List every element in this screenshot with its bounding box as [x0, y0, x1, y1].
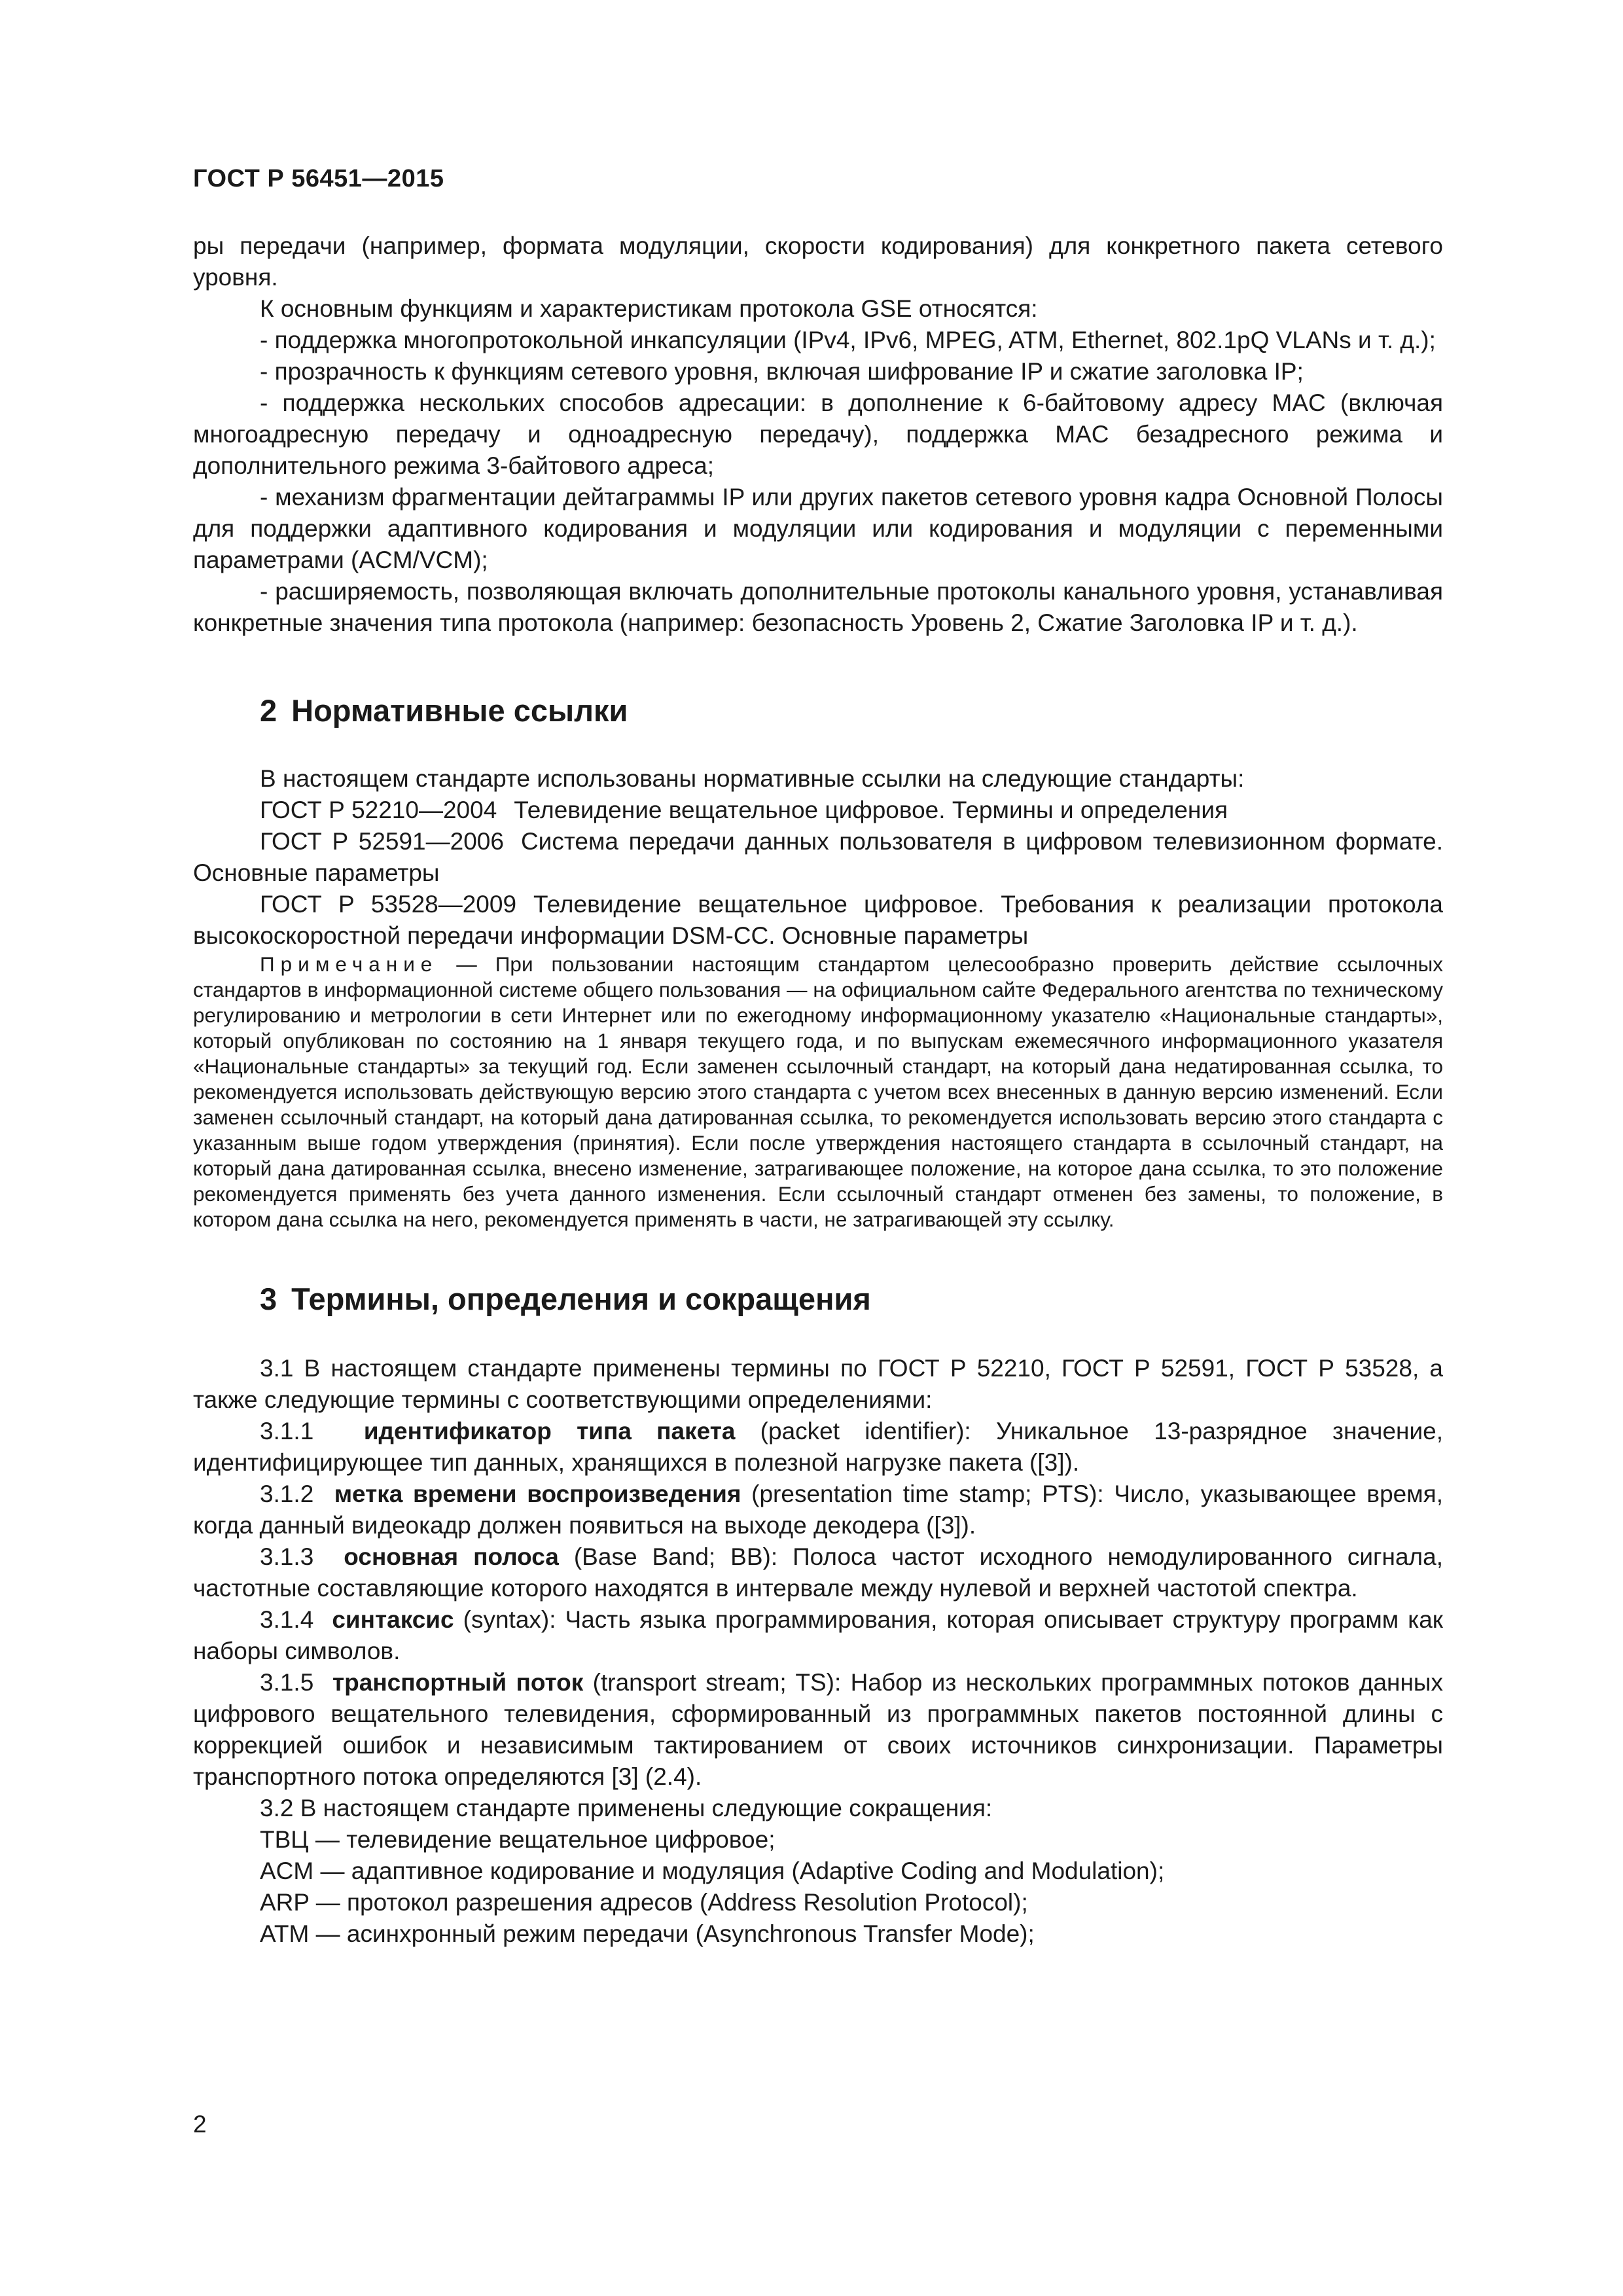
section-3-heading [193, 1280, 1443, 1319]
reference-text: Система передачи данных пользователя в цифровом телевизионном формате. Основные параметры [193, 828, 1443, 886]
term-number: 3.1.3 [260, 1543, 314, 1570]
abbreviation-item: ACM — адаптивное кодирование и модуляция (Adaptive Coding and Modulation); [260, 1857, 1165, 1884]
clause-3-2: 3.2 В настоящем стандарте применены следующие сокращения: [260, 1795, 993, 1821]
term-name: метка времени воспроизведения [334, 1480, 741, 1507]
section-title: Нормативные ссылки [291, 693, 628, 728]
section-number: 2 [260, 693, 277, 728]
abbreviation-item: ARP — протокол разрешения адресов (Address Resolution Protocol); [260, 1889, 1028, 1916]
term-name: синтаксис [332, 1606, 454, 1633]
intro-lead: К основным функциям и характеристикам протокола GSE относятся: [260, 295, 1038, 322]
list-item: - расширяемость, позволяющая включать дополнительные протоколы канального уровня, устанавливая конкретные значения типа протокола (например: безопасность Уровень 2, Сжатие Заголовка IP и т. д.). [193, 578, 1443, 636]
term-number: 3.1.1 [260, 1418, 314, 1444]
reference-code: ГОСТ Р 53528—2009 [260, 891, 517, 918]
term-text: (presentation time stamp; PTS): Число, указывающее время, когда данный видеокадр должен появиться на выходе декодера ([3]). [193, 1480, 1443, 1539]
list-item: - поддержка нескольких способов адресации: в дополнение к 6-байтовому адресу MAC (включая многоадресную передачу и одноадресную передачу), поддержка MAC безадресного режима и дополнительного режима 3-байтового адреса; [193, 389, 1443, 479]
term-name: транспортный поток [332, 1669, 584, 1696]
abbreviation-item: ATM — асинхронный режим передачи (Asynchronous Transfer Mode); [260, 1920, 1035, 1947]
term-text: (packet identifier): Уникальное 13-разрядное значение, идентифицирующее тип данных, хранящихся в полезной нагрузке пакета ([3]). [193, 1418, 1443, 1476]
doc-header-code: ГОСТ Р 56451—2015 [193, 165, 444, 192]
term-definition [193, 1667, 1443, 1793]
term-name: идентификатор типа пакета [363, 1418, 736, 1444]
refs-lead: В настоящем стандарте использованы нормативные ссылки на следующие стандарты: [260, 765, 1245, 792]
term-text: (Base Band; BB): Полоса частот исходного немодулированного сигнала, частотные составляющие которого находятся в интервале между нулевой и верхней частотой спектра. [193, 1543, 1443, 1602]
section-number: 3 [260, 1282, 277, 1316]
note-paragraph [193, 952, 1443, 1232]
reference-item [193, 795, 1443, 826]
clause-3-1: 3.1 В настоящем стандарте применены термины по ГОСТ Р 52210, ГОСТ Р 52591, ГОСТ Р 53528, а также следующие термины с соответствующими определениями: [193, 1355, 1443, 1413]
term-text: (syntax): Часть языка программирования, которая описывает структуру программ как наборы символов. [193, 1606, 1443, 1664]
reference-code: ГОСТ Р 52210—2004 [260, 797, 497, 823]
term-number: 3.1.4 [260, 1606, 314, 1633]
abbreviation-item: ТВЦ — телевидение вещательное цифровое; [260, 1826, 776, 1853]
reference-code: ГОСТ Р 52591—2006 [260, 828, 504, 855]
term-text: (transport stream; TS): Набор из нескольких программных потоков данных цифрового вещательного телевидения, сформированный из программных пакетов постоянной длины с коррекцией ошибок и независимым тактированием от своих источников синхронизации. Параметры транспортного потока определяются [3] (2.4). [193, 1669, 1443, 1790]
section-2-heading [193, 691, 1443, 730]
page-content [193, 230, 1443, 1950]
term-definition [193, 1416, 1443, 1479]
term-definition [193, 1604, 1443, 1667]
term-definition [193, 1541, 1443, 1604]
list-item: - механизм фрагментации дейтаграммы IP или других пакетов сетевого уровня кадра Основной Полосы для поддержки адаптивного кодирования и модуляции или кодирования и модуляции с переменными параметрами (ACM/VCM); [193, 484, 1443, 573]
reference-item [193, 826, 1443, 889]
note-text: — При пользовании настоящим стандартом целесообразно проверить действие ссылочных стандартов в информационной системе общего пользования — на официальном сайте Федерального агентства по техническому регулированию и метрологии в сети Интернет или по ежегодному информационному указателю «Национальные стандарты», который опубликован по состоянию на 1 января текущего года, и по выпускам ежемесячного информационного указателя «Национальные стандарты» за текущий год. Если заменен ссылочный стандарт, на который дана недатированная ссылка, то рекомендуется использовать действующую версию этого стандарта с учетом всех внесенных в данную версию изменений. Если заменен ссылочный стандарт, на который дана датированная ссылка, то рекомендуется использовать версию этого стандарта с указанным выше годом утверждения (принятия). Если после утверждения настоящего стандарта в ссылочный стандарт, на который дана датированная ссылка, внесено изменение, затрагивающее положение, на которое дана ссылка, то это положение рекомендуется применять без учета данного изменения. Если ссылочный стандарт отменен без замены, то положение, в котором дана ссылка на него, рекомендуется применять в части, не затрагивающей эту ссылку. [193, 952, 1443, 1231]
page-number: 2 [193, 2111, 207, 2138]
list-item: - поддержка многопротокольной инкапсуляции (IPv4, IPv6, MPEG, ATM, Ethernet, 802.1pQ VLANs и т. д.); [260, 327, 1436, 353]
term-name: основная полоса [344, 1543, 559, 1570]
list-item: - прозрачность к функциям сетевого уровня, включая шифрование IP и сжатие заголовка IP; [260, 358, 1304, 385]
reference-text: Телевидение вещательное цифровое. Термины и определения [514, 797, 1228, 823]
reference-text: Телевидение вещательное цифровое. Требования к реализации протокола высокоскоростной передачи информации DSM-CC. Основные параметры [193, 891, 1443, 949]
term-definition [193, 1479, 1443, 1541]
term-number: 3.1.5 [260, 1669, 314, 1696]
term-number: 3.1.2 [260, 1480, 314, 1507]
note-label: Примечание [260, 952, 438, 976]
section-title: Термины, определения и сокращения [291, 1282, 871, 1316]
intro-continuation: ры передачи (например, формата модуляции, скорости кодирования) для конкретного пакета сетевого уровня. [193, 232, 1443, 291]
reference-item [193, 889, 1443, 952]
